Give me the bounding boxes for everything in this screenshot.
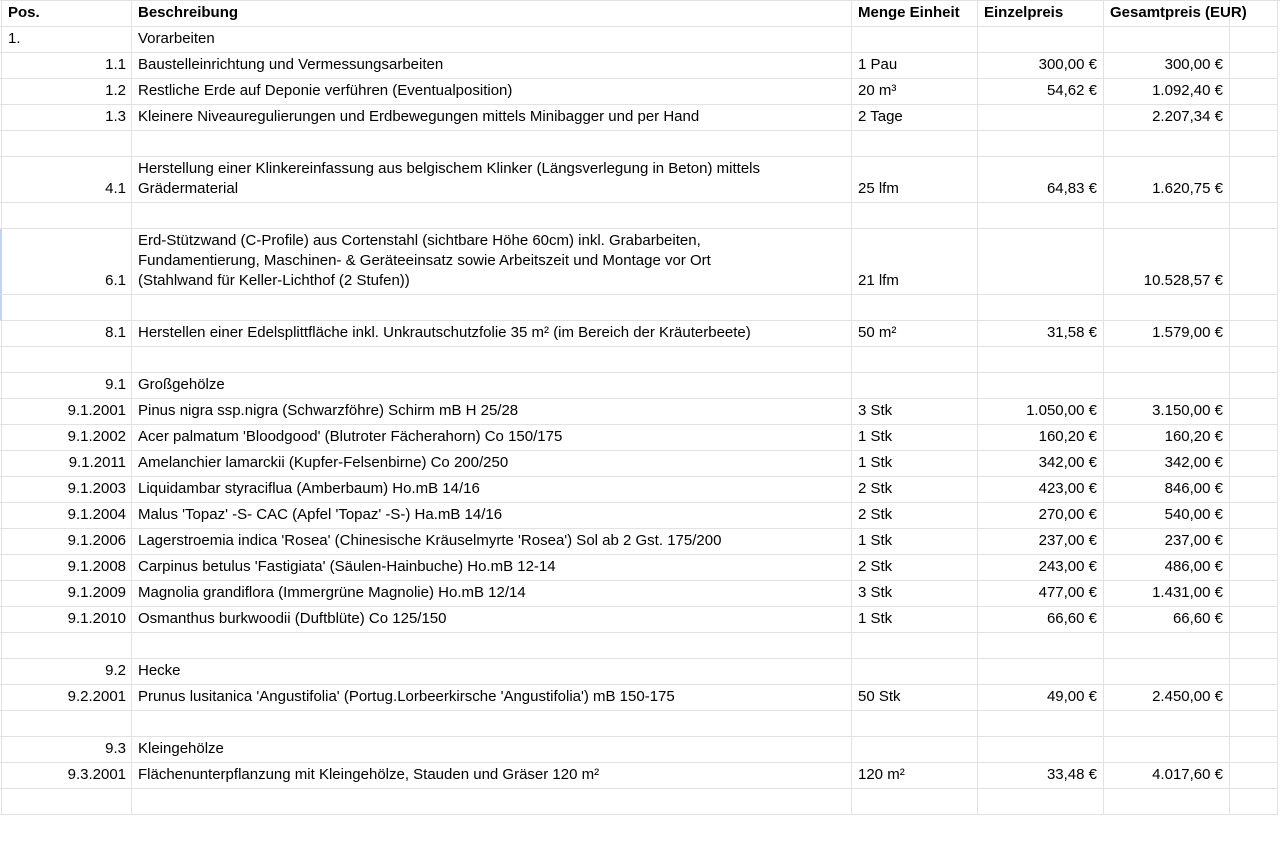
total-price-cell[interactable] xyxy=(1104,203,1230,229)
description-cell[interactable]: Osmanthus burkwoodii (Duftblüte) Co 125/150 xyxy=(132,607,852,633)
empty-cell[interactable] xyxy=(1230,203,1278,229)
quantity-cell[interactable]: 21 lfm xyxy=(852,229,978,295)
description-cell[interactable]: Flächenunterpflanzung mit Kleingehölze, Stauden und Gräser 120 m² xyxy=(132,763,852,789)
pos-cell[interactable]: 4.1 xyxy=(2,157,132,203)
header-gesamtpreis[interactable]: Gesamtpreis (EUR) xyxy=(1104,1,1230,27)
pos-cell[interactable] xyxy=(2,633,132,659)
quantity-cell[interactable]: 3 Stk xyxy=(852,399,978,425)
description-cell[interactable]: Lagerstroemia indica 'Rosea' (Chinesische Kräuselmyrte 'Rosea') Sol ab 2 Gst. 175/200 xyxy=(132,529,852,555)
total-price-cell[interactable]: 300,00 € xyxy=(1104,53,1230,79)
pos-cell[interactable]: 6.1 xyxy=(2,229,132,295)
total-price-cell[interactable]: 66,60 € xyxy=(1104,607,1230,633)
pos-cell[interactable]: 9.2.2001 xyxy=(2,685,132,711)
description-cell[interactable]: Magnolia grandiflora (Immergrüne Magnolie) Ho.mB 12/14 xyxy=(132,581,852,607)
description-cell[interactable]: Herstellung einer Klinkereinfassung aus belgischem Klinker (Längsverlegung in Beton) mittels Grädermaterial xyxy=(132,157,852,203)
empty-cell[interactable] xyxy=(1230,555,1278,581)
quantity-cell[interactable] xyxy=(852,711,978,737)
quantity-cell[interactable]: 2 Stk xyxy=(852,477,978,503)
pos-cell[interactable]: 1. xyxy=(2,27,132,53)
quantity-cell[interactable]: 1 Stk xyxy=(852,529,978,555)
empty-cell[interactable] xyxy=(1230,399,1278,425)
pos-cell[interactable]: 9.1.2009 xyxy=(2,581,132,607)
empty-cell[interactable] xyxy=(1230,789,1278,815)
pos-cell[interactable] xyxy=(2,711,132,737)
empty-cell[interactable] xyxy=(1230,737,1278,763)
description-cell[interactable]: Herstellen einer Edelsplittfläche inkl. Unkrautschutzfolie 35 m² (im Bereich der Kräuterbeete) xyxy=(132,321,852,347)
quantity-cell[interactable] xyxy=(852,789,978,815)
unit-price-cell[interactable] xyxy=(978,295,1104,321)
description-cell[interactable]: Restliche Erde auf Deponie verführen (Eventualposition) xyxy=(132,79,852,105)
empty-cell[interactable] xyxy=(1230,295,1278,321)
unit-price-cell[interactable] xyxy=(978,659,1104,685)
header-einzelpreis[interactable]: Einzelpreis xyxy=(978,1,1104,27)
header-menge-einheit[interactable]: Menge Einheit xyxy=(852,1,978,27)
unit-price-cell[interactable]: 342,00 € xyxy=(978,451,1104,477)
total-price-cell[interactable]: 4.017,60 € xyxy=(1104,763,1230,789)
description-cell[interactable]: Carpinus betulus 'Fastigiata' (Säulen-Hainbuche) Ho.mB 12-14 xyxy=(132,555,852,581)
total-price-cell[interactable]: 1.092,40 € xyxy=(1104,79,1230,105)
quantity-cell[interactable]: 2 Stk xyxy=(852,503,978,529)
empty-cell[interactable] xyxy=(1230,477,1278,503)
description-cell[interactable]: Kleinere Niveauregulierungen und Erdbewegungen mittels Minibagger und per Hand xyxy=(132,105,852,131)
description-cell[interactable] xyxy=(132,633,852,659)
unit-price-cell[interactable] xyxy=(978,711,1104,737)
pos-cell[interactable]: 9.2 xyxy=(2,659,132,685)
unit-price-cell[interactable] xyxy=(978,105,1104,131)
unit-price-cell[interactable]: 270,00 € xyxy=(978,503,1104,529)
unit-price-cell[interactable]: 31,58 € xyxy=(978,321,1104,347)
description-cell[interactable] xyxy=(132,789,852,815)
quantity-cell[interactable]: 25 lfm xyxy=(852,157,978,203)
total-price-cell[interactable] xyxy=(1104,659,1230,685)
empty-cell[interactable] xyxy=(1230,373,1278,399)
unit-price-cell[interactable]: 300,00 € xyxy=(978,53,1104,79)
description-cell[interactable]: Kleingehölze xyxy=(132,737,852,763)
description-cell[interactable]: Großgehölze xyxy=(132,373,852,399)
description-cell[interactable] xyxy=(132,711,852,737)
empty-cell[interactable] xyxy=(1230,425,1278,451)
description-cell[interactable]: Amelanchier lamarckii (Kupfer-Felsenbirne) Co 200/250 xyxy=(132,451,852,477)
description-cell[interactable]: Hecke xyxy=(132,659,852,685)
total-price-cell[interactable] xyxy=(1104,711,1230,737)
empty-cell[interactable] xyxy=(1230,53,1278,79)
quantity-cell[interactable] xyxy=(852,203,978,229)
empty-cell[interactable] xyxy=(1230,581,1278,607)
total-price-cell[interactable] xyxy=(1104,347,1230,373)
unit-price-cell[interactable] xyxy=(978,27,1104,53)
total-price-cell[interactable]: 10.528,57 € xyxy=(1104,229,1230,295)
pos-cell[interactable]: 9.1.2001 xyxy=(2,399,132,425)
quantity-cell[interactable] xyxy=(852,347,978,373)
pos-cell[interactable]: 9.1.2008 xyxy=(2,555,132,581)
empty-cell[interactable] xyxy=(1230,79,1278,105)
pos-cell[interactable]: 8.1 xyxy=(2,321,132,347)
empty-cell[interactable] xyxy=(1230,451,1278,477)
pos-cell[interactable]: 9.1.2004 xyxy=(2,503,132,529)
quantity-cell[interactable]: 2 Tage xyxy=(852,105,978,131)
quantity-cell[interactable] xyxy=(852,295,978,321)
quantity-cell[interactable] xyxy=(852,737,978,763)
total-price-cell[interactable]: 540,00 € xyxy=(1104,503,1230,529)
unit-price-cell[interactable]: 423,00 € xyxy=(978,477,1104,503)
total-price-cell[interactable] xyxy=(1104,737,1230,763)
unit-price-cell[interactable]: 33,48 € xyxy=(978,763,1104,789)
description-cell[interactable]: Malus 'Topaz' -S- CAC (Apfel 'Topaz' -S-) Ha.mB 14/16 xyxy=(132,503,852,529)
quantity-cell[interactable] xyxy=(852,659,978,685)
empty-cell[interactable] xyxy=(1230,105,1278,131)
pos-cell[interactable]: 9.1.2006 xyxy=(2,529,132,555)
pos-cell[interactable]: 9.1.2003 xyxy=(2,477,132,503)
total-price-cell[interactable]: 1.431,00 € xyxy=(1104,581,1230,607)
quantity-cell[interactable] xyxy=(852,27,978,53)
unit-price-cell[interactable]: 477,00 € xyxy=(978,581,1104,607)
total-price-cell[interactable]: 1.620,75 € xyxy=(1104,157,1230,203)
unit-price-cell[interactable]: 66,60 € xyxy=(978,607,1104,633)
total-price-cell[interactable] xyxy=(1104,295,1230,321)
unit-price-cell[interactable] xyxy=(978,229,1104,295)
description-cell[interactable]: Pinus nigra ssp.nigra (Schwarzföhre) Schirm mB H 25/28 xyxy=(132,399,852,425)
pos-cell[interactable]: 9.1 xyxy=(2,373,132,399)
empty-cell[interactable] xyxy=(1230,529,1278,555)
pos-cell[interactable]: 1.3 xyxy=(2,105,132,131)
empty-cell[interactable] xyxy=(1230,1,1278,27)
total-price-cell[interactable] xyxy=(1104,633,1230,659)
quantity-cell[interactable]: 50 Stk xyxy=(852,685,978,711)
total-price-cell[interactable]: 2.450,00 € xyxy=(1104,685,1230,711)
total-price-cell[interactable]: 2.207,34 € xyxy=(1104,105,1230,131)
description-cell[interactable]: Erd-Stützwand (C-Profile) aus Cortenstahl (sichtbare Höhe 60cm) inkl. Grabarbeiten, Fundamentierung, Maschinen- & Geräteeinsatz sowie Arbeitszeit und Montage vor Ort (Stahlwand für Keller-Lichthof (2 Stufen)) xyxy=(132,229,852,295)
description-cell[interactable]: Acer palmatum 'Bloodgood' (Blutroter Fächerahorn) Co 150/175 xyxy=(132,425,852,451)
pos-cell[interactable]: 9.3.2001 xyxy=(2,763,132,789)
empty-cell[interactable] xyxy=(1230,763,1278,789)
empty-cell[interactable] xyxy=(1230,503,1278,529)
description-cell[interactable]: Baustelleinrichtung und Vermessungsarbeiten xyxy=(132,53,852,79)
empty-cell[interactable] xyxy=(1230,659,1278,685)
total-price-cell[interactable] xyxy=(1104,27,1230,53)
description-cell[interactable] xyxy=(132,295,852,321)
description-cell[interactable]: Liquidambar styraciflua (Amberbaum) Ho.mB 14/16 xyxy=(132,477,852,503)
unit-price-cell[interactable] xyxy=(978,633,1104,659)
empty-cell[interactable] xyxy=(1230,157,1278,203)
empty-cell[interactable] xyxy=(1230,685,1278,711)
quantity-cell[interactable] xyxy=(852,373,978,399)
unit-price-cell[interactable]: 64,83 € xyxy=(978,157,1104,203)
quantity-cell[interactable]: 20 m³ xyxy=(852,79,978,105)
total-price-cell[interactable]: 846,00 € xyxy=(1104,477,1230,503)
unit-price-cell[interactable]: 54,62 € xyxy=(978,79,1104,105)
total-price-cell[interactable] xyxy=(1104,789,1230,815)
pos-cell[interactable]: 9.1.2010 xyxy=(2,607,132,633)
total-price-cell[interactable] xyxy=(1104,373,1230,399)
empty-cell[interactable] xyxy=(1230,27,1278,53)
unit-price-cell[interactable] xyxy=(978,347,1104,373)
quantity-cell[interactable]: 120 m² xyxy=(852,763,978,789)
quantity-cell[interactable]: 1 Stk xyxy=(852,607,978,633)
header-pos[interactable]: Pos. xyxy=(2,1,132,27)
unit-price-cell[interactable] xyxy=(978,373,1104,399)
total-price-cell[interactable]: 342,00 € xyxy=(1104,451,1230,477)
quantity-cell[interactable]: 2 Stk xyxy=(852,555,978,581)
header-beschreibung[interactable]: Beschreibung xyxy=(132,1,852,27)
description-cell[interactable] xyxy=(132,203,852,229)
total-price-cell[interactable]: 3.150,00 € xyxy=(1104,399,1230,425)
quantity-cell[interactable]: 50 m² xyxy=(852,321,978,347)
unit-price-cell[interactable] xyxy=(978,131,1104,157)
pos-cell[interactable] xyxy=(2,203,132,229)
total-price-cell[interactable] xyxy=(1104,131,1230,157)
empty-cell[interactable] xyxy=(1230,711,1278,737)
total-price-cell[interactable]: 160,20 € xyxy=(1104,425,1230,451)
empty-cell[interactable] xyxy=(1230,131,1278,157)
description-cell[interactable] xyxy=(132,347,852,373)
unit-price-cell[interactable] xyxy=(978,203,1104,229)
pos-cell[interactable]: 9.1.2011 xyxy=(2,451,132,477)
unit-price-cell[interactable]: 1.050,00 € xyxy=(978,399,1104,425)
description-cell[interactable]: Vorarbeiten xyxy=(132,27,852,53)
pos-cell[interactable]: 9.1.2002 xyxy=(2,425,132,451)
empty-cell[interactable] xyxy=(1230,607,1278,633)
pos-cell[interactable]: 1.1 xyxy=(2,53,132,79)
empty-cell[interactable] xyxy=(1230,633,1278,659)
pos-cell[interactable]: 9.3 xyxy=(2,737,132,763)
quantity-cell[interactable]: 3 Stk xyxy=(852,581,978,607)
unit-price-cell[interactable]: 160,20 € xyxy=(978,425,1104,451)
description-cell[interactable] xyxy=(132,131,852,157)
pos-cell[interactable] xyxy=(2,789,132,815)
quantity-cell[interactable]: 1 Stk xyxy=(852,425,978,451)
empty-cell[interactable] xyxy=(1230,229,1278,295)
quantity-cell[interactable]: 1 Pau xyxy=(852,53,978,79)
quantity-cell[interactable] xyxy=(852,633,978,659)
quantity-cell[interactable] xyxy=(852,131,978,157)
total-price-cell[interactable]: 1.579,00 € xyxy=(1104,321,1230,347)
pos-cell[interactable] xyxy=(2,295,132,321)
pos-cell[interactable] xyxy=(2,131,132,157)
empty-cell[interactable] xyxy=(1230,347,1278,373)
description-cell[interactable]: Prunus lusitanica 'Angustifolia' (Portug.Lorbeerkirsche 'Angustifolia') mB 150-175 xyxy=(132,685,852,711)
empty-cell[interactable] xyxy=(1230,321,1278,347)
total-price-cell[interactable]: 486,00 € xyxy=(1104,555,1230,581)
pos-cell[interactable]: 1.2 xyxy=(2,79,132,105)
unit-price-cell[interactable]: 49,00 € xyxy=(978,685,1104,711)
unit-price-cell[interactable] xyxy=(978,789,1104,815)
pos-cell[interactable] xyxy=(2,347,132,373)
unit-price-cell[interactable]: 237,00 € xyxy=(978,529,1104,555)
unit-price-cell[interactable] xyxy=(978,737,1104,763)
unit-price-cell[interactable]: 243,00 € xyxy=(978,555,1104,581)
total-price-cell[interactable]: 237,00 € xyxy=(1104,529,1230,555)
quantity-cell[interactable]: 1 Stk xyxy=(852,451,978,477)
